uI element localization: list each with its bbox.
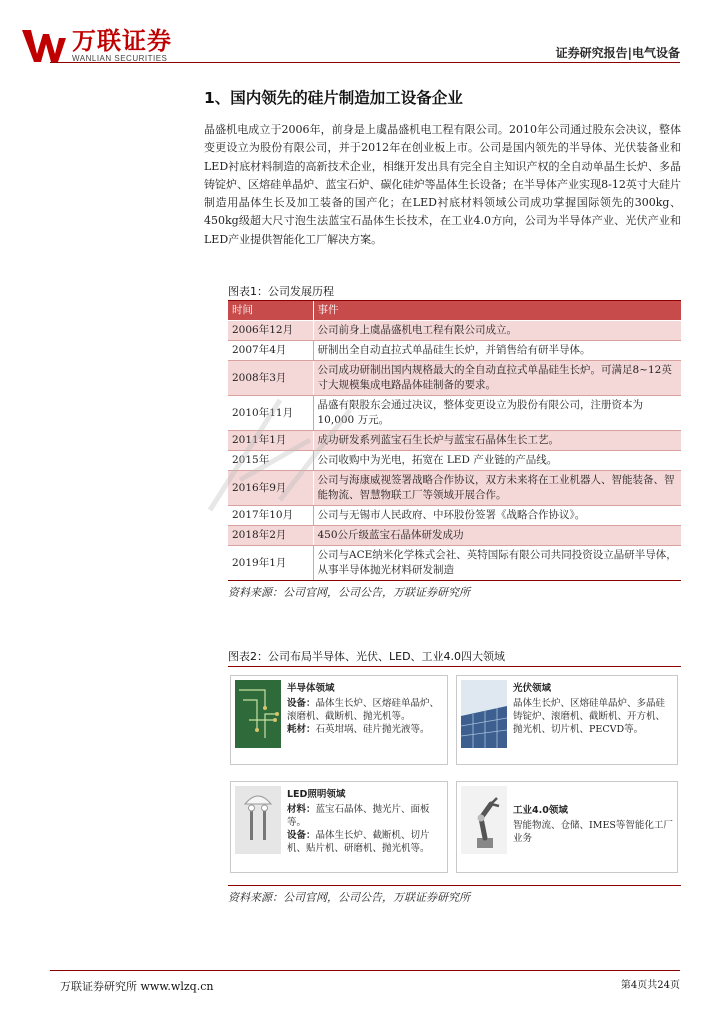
card-text: 蓝宝石晶体、抛光片、面板等。	[287, 804, 430, 828]
card-text: 晶体生长炉、截断机、切片机、贴片机、研磨机、抛光机等。	[287, 830, 430, 854]
row-date: 2017年10月	[228, 506, 313, 526]
card-text: 石英坩埚、硅片抛光液等。	[315, 724, 430, 735]
page-number: 第4页共24页	[620, 980, 680, 991]
row-date: 2019年1月	[228, 546, 313, 581]
card-label: 耗材：	[287, 724, 316, 735]
table-row	[228, 361, 681, 396]
page-header	[0, 0, 724, 64]
figure1-source: 资料来源：公司官网，公司公告，万联证券研究所	[228, 586, 470, 599]
figure-company-history	[228, 283, 681, 600]
row-event: 晶盛有限股东会通过决议，整体变更设立为股份有限公司，注册资本为 10,000 万元。	[313, 396, 681, 431]
section-title: 1、国内领先的硅片制造加工设备企业	[204, 89, 463, 107]
row-event: 研制出全自动直拉式单晶硅生长炉，并销售给有研半导体。	[313, 341, 681, 361]
card-title: LED照明领域	[287, 789, 346, 800]
company-logo	[22, 28, 172, 64]
row-event: 公司与ACE纳米化学株式会社、英特国际有限公司共同投资设立晶研半导体，从事半导体抛光材料研发制造	[313, 546, 681, 581]
table-row	[228, 321, 681, 341]
table-row	[228, 506, 681, 526]
row-date: 2008年3月	[228, 361, 313, 396]
row-date: 2010年11月	[228, 396, 313, 431]
row-event: 公司与无锡市人民政府、中环股份签署《战略合作协议》。	[313, 506, 681, 526]
row-date: 2015年	[228, 451, 313, 471]
row-event: 公司收购中为光电，拓宽在 LED 产业链的产品线。	[313, 451, 681, 471]
table-row	[228, 431, 681, 451]
card-label: 设备：	[287, 698, 316, 709]
intro-paragraph: 晶盛机电成立于2006年，前身是上虞晶盛机电工程有限公司。2010年公司通过股东会决议，整体变更设立为股份有限公司，并于2012年在创业板上市。公司是国内领先的半导体、光伏装备业和LED衬底材料制造的高新技术企业，相继开发出具有完全自主知识产权的全自动单晶生长炉、多晶铸锭炉、区熔硅单晶炉、蓝宝石炉、碳化硅炉等晶体生长设备；在半导体产业实现8-12英寸大硅片制造用晶体生长及加工装备的国产化；在LED衬底材料领域公司成功掌握国际领先的300kg、450kg级超大尺寸泡生法蓝宝石晶体生长技术，在工业4.0方向，公司为半导体产业、光伏产业和LED产业提供智能化工厂解决方案。	[204, 123, 681, 246]
robot-arm-icon	[461, 786, 507, 854]
card-industry-4	[456, 781, 678, 873]
logo-english-name: WANLIAN SECURITIES	[72, 54, 168, 63]
history-table	[228, 301, 681, 581]
header-event: 事件	[313, 301, 681, 321]
row-date: 2007年4月	[228, 341, 313, 361]
row-event: 公司成功研制出国内规格最大的全自动直拉式单晶硅生长炉。可满足8~12英寸大规模集成电路晶体硅制备的要求。	[313, 361, 681, 396]
segment-grid	[228, 666, 681, 886]
table-row	[228, 546, 681, 581]
figure2-source: 资料来源：公司官网，公司公告，万联证券研究所	[228, 891, 470, 904]
card-title: 工业4.0领域	[513, 805, 568, 816]
table-row	[228, 341, 681, 361]
solar-panel-icon	[461, 680, 507, 748]
header-date: 时间	[228, 301, 313, 321]
row-date: 2006年12月	[228, 321, 313, 341]
table-header-row	[228, 301, 681, 321]
card-led-lighting	[230, 781, 448, 873]
led-lamp-icon	[235, 786, 281, 854]
card-label: 材料：	[287, 804, 316, 815]
wanlian-logo-icon	[22, 28, 66, 64]
header-divider	[50, 62, 680, 63]
card-text: 智能物流、仓储、IMES等智能化工厂业务	[513, 820, 673, 844]
table-row	[228, 526, 681, 546]
card-semiconductor	[230, 675, 448, 765]
card-title: 半导体领域	[287, 683, 335, 694]
row-date: 2016年9月	[228, 471, 313, 506]
row-event: 450公斤级蓝宝石晶体研发成功	[313, 526, 681, 546]
row-event: 成功研发系列蓝宝石生长炉与蓝宝石晶体生长工艺。	[313, 431, 681, 451]
card-label: 设备：	[287, 830, 316, 841]
card-photovoltaic	[456, 675, 678, 765]
footer-divider	[50, 970, 680, 971]
row-event: 公司前身上虞晶盛机电工程有限公司成立。	[313, 321, 681, 341]
row-date: 2018年2月	[228, 526, 313, 546]
table-row	[228, 451, 681, 471]
figure2-title: 图表2：公司布局半导体、光伏、LED、工业4.0四大领域	[228, 650, 506, 663]
card-title: 光伏领域	[513, 683, 552, 694]
table-row	[228, 396, 681, 431]
row-event: 公司与海康威视签署战略合作协议，双方未来将在工业机器人、智能装备、智能物流、智慧物联工厂等领域开展合作。	[313, 471, 681, 506]
figure1-title: 图表1：公司发展历程	[228, 283, 681, 301]
card-text: 晶体生长炉、区熔硅单晶炉、多晶硅铸锭炉、滚磨机、截断机、开方机、抛光机、切片机、PECVD等。	[513, 698, 666, 735]
figure-business-segments	[228, 648, 681, 905]
row-date: 2011年1月	[228, 431, 313, 451]
table-row	[228, 471, 681, 506]
report-category: 证券研究报告|电气设备	[555, 46, 680, 60]
circuit-board-icon	[235, 680, 281, 748]
footer-research-institute: 万联证券研究所 www.wlzq.cn	[60, 980, 214, 993]
card-text: 晶体生长炉、区熔硅单晶炉、滚磨机、截断机、抛光机等。	[287, 698, 440, 722]
logo-chinese-name: 万联证券	[72, 27, 172, 55]
